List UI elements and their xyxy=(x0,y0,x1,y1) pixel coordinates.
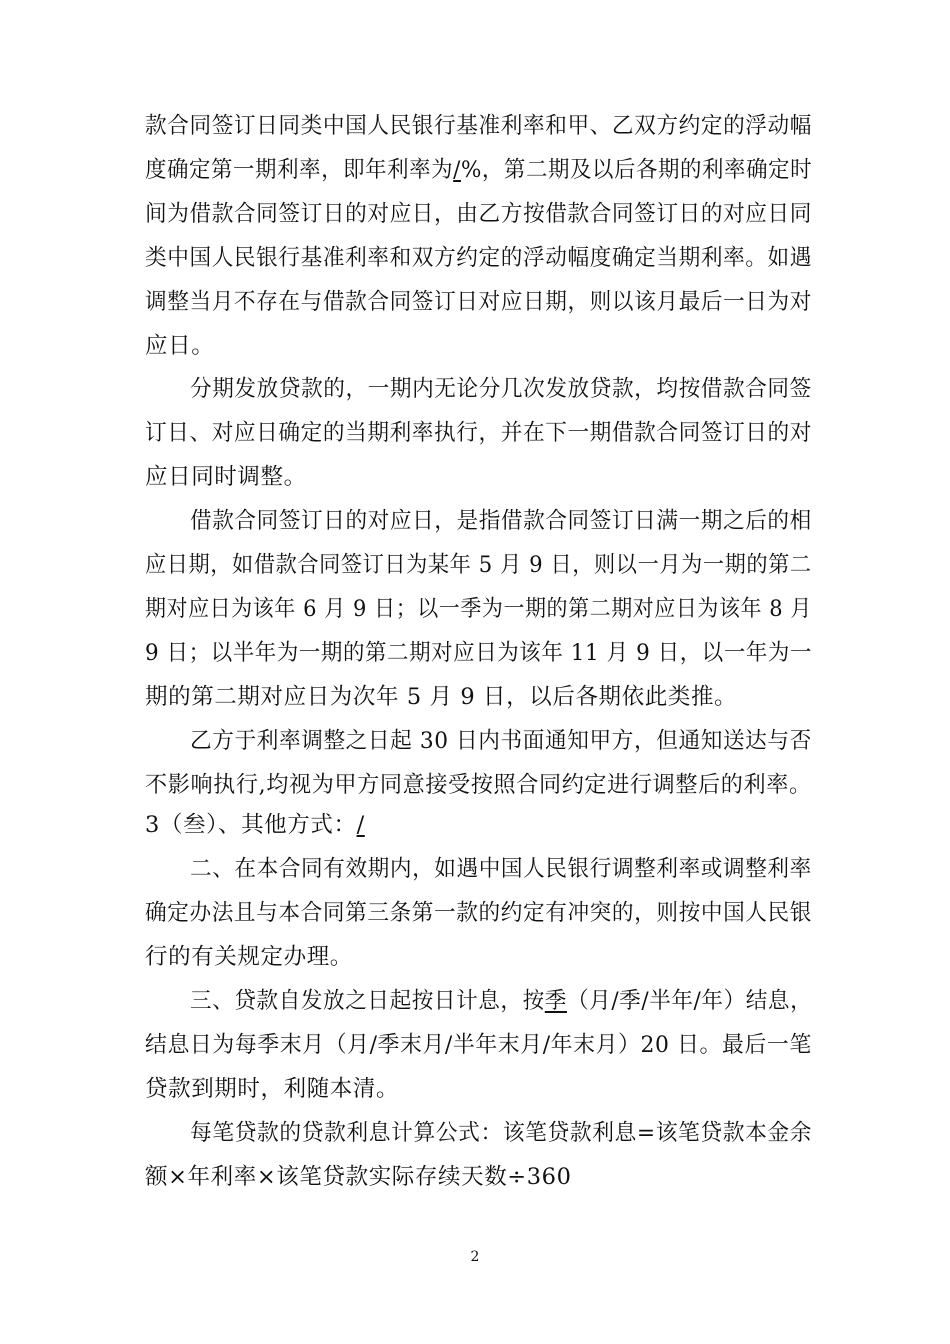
text-line xyxy=(145,108,812,144)
text-segment: （月/季/半年/年）结息， xyxy=(566,988,813,1014)
text-line xyxy=(190,723,812,759)
text-segment: 款合同签订日同类中国人民银行基准利率和甲、乙双方约定的浮动幅 xyxy=(145,113,813,139)
text-segment: 期对应日为该年 6 月 9 日；以一季为一期的第二期对应日为该年 8 月 xyxy=(145,596,812,622)
text-segment: 贷款到期时，利随本清。 xyxy=(145,1076,400,1102)
text-segment: 9 日；以半年为一期的第二期对应日为该年 11 月 9 日，以一年为一 xyxy=(145,640,813,666)
text-segment: 二、在本合同有效期内，如遇中国人民银行调整利率或调整利率 xyxy=(190,856,812,882)
text-segment: 不影响执行,均视为甲方同意接受按照合同约定进行调整后的利率。 xyxy=(145,772,812,798)
text-line xyxy=(190,851,812,887)
text-line xyxy=(145,152,812,188)
text-segment: 订日、对应日确定的当期利率执行，并在下一期借款合同签订日的对 xyxy=(145,420,813,446)
text-line xyxy=(145,196,812,232)
text-line xyxy=(145,807,365,843)
text-line xyxy=(145,415,812,451)
text-line xyxy=(145,767,812,803)
text-segment: 3（叁）、其他方式： xyxy=(145,812,357,838)
filled-blank: / xyxy=(453,157,461,183)
text-segment: 应日期，如借款合同签订日为某年 5 月 9 日，则以一月为一期的第二 xyxy=(145,552,812,578)
text-segment: 应日同时调整。 xyxy=(145,464,307,490)
text-segment: 间为借款合同签订日的对应日，由乙方按借款合同签订日的对应日同 xyxy=(145,201,813,227)
text-line xyxy=(145,284,812,320)
text-segment: 乙方于利率调整之日起 30 日内书面通知甲方，但通知送达与否 xyxy=(190,728,812,754)
filled-blank: 季 xyxy=(544,988,567,1014)
text-line xyxy=(145,1027,812,1063)
text-line xyxy=(145,939,353,975)
text-segment: 每笔贷款的贷款利息计算公式：该笔贷款利息=该笔贷款本金余 xyxy=(190,1120,813,1146)
text-line xyxy=(145,240,812,276)
text-segment: 结息日为每季末月（月/季末月/半年末月/年末月）20 日。最后一笔 xyxy=(145,1032,812,1058)
text-segment: 度确定第一期利率，即年利率为 xyxy=(145,157,454,183)
text-line xyxy=(145,547,812,583)
text-line xyxy=(145,591,812,627)
text-segment: 应日。 xyxy=(145,333,215,359)
page-number: 2 xyxy=(470,1249,480,1265)
text-segment: %，第二期及以后各期的利率确定时 xyxy=(460,157,813,183)
text-line xyxy=(145,328,214,364)
text-segment: 调整当月不存在与借款合同签订日对应日期，则以该月最后一日为对 xyxy=(145,289,813,315)
text-line xyxy=(145,895,812,931)
text-segment: 借款合同签订日的对应日，是指借款合同签订日满一期之后的相 xyxy=(190,508,812,534)
text-segment: 分期发放贷款的，一期内无论分几次发放贷款，均按借款合同签 xyxy=(190,376,812,402)
text-line xyxy=(190,1115,812,1151)
text-line xyxy=(145,1071,399,1107)
text-line xyxy=(190,503,812,539)
text-segment: 行的有关规定办理。 xyxy=(145,944,353,970)
text-line xyxy=(190,371,812,407)
text-line xyxy=(190,983,812,1019)
filled-blank: / xyxy=(356,812,365,838)
text-segment: 额×年利率×该笔贷款实际存续天数÷360 xyxy=(145,1164,572,1190)
text-segment: 类中国人民银行基准利率和双方约定的浮动幅度确定当期利率。如遇 xyxy=(145,245,813,271)
text-line xyxy=(145,1159,572,1195)
text-segment: 确定办法且与本合同第三条第一款的约定有冲突的，则按中国人民银 xyxy=(145,900,813,926)
text-segment: 期的第二期对应日为次年 5 月 9 日，以后各期依此类推。 xyxy=(145,684,738,710)
text-line xyxy=(145,459,307,495)
text-line xyxy=(145,635,812,671)
text-line xyxy=(145,679,737,715)
text-segment: 三、贷款自发放之日起按日计息，按 xyxy=(190,988,545,1014)
